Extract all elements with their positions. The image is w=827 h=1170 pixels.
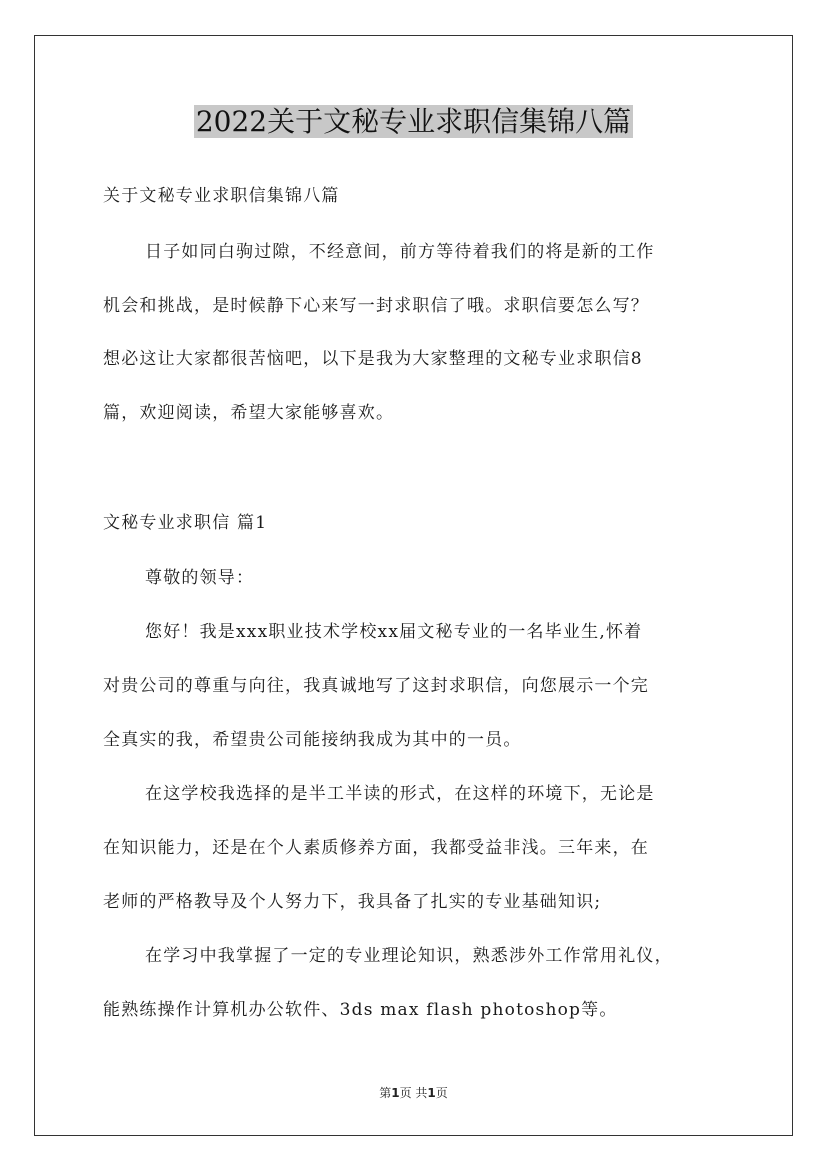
document-title-text: 2022关于文秘专业求职信集锦八篇 (195, 105, 632, 138)
intro-line: 想必这让大家都很苦恼吧，以下是我为大家整理的文秘专业求职信8 (103, 349, 643, 369)
body-line: 对贵公司的尊重与向往，我真诚地写了这封求职信，向您展示一个完 (103, 676, 649, 696)
body-line: 在这学校我选择的是半工半读的形式，在这样的环境下，无论是 (145, 784, 655, 804)
body-line: 在学习中我掌握了一定的专业理论知识，熟悉涉外工作常用礼仪， (145, 946, 673, 966)
footer-page-mid: 页 共 (399, 1086, 428, 1100)
salutation: 尊敬的领导： (145, 568, 255, 588)
body-line: 老师的严格教导及个人努力下，我具备了扎实的专业基础知识; (103, 892, 602, 912)
body-line: 全真实的我，希望贵公司能接纳我成为其中的一员。 (103, 730, 522, 750)
body-line: 能熟练操作计算机办公软件、3ds max flash photoshop等。 (103, 1000, 618, 1020)
footer-page-prefix: 第 (379, 1086, 392, 1100)
page-footer (0, 1084, 827, 1101)
intro-line: 日子如同白驹过隙，不经意间，前方等待着我们的将是新的工作 (145, 242, 655, 262)
intro-line: 篇，欢迎阅读，希望大家能够喜欢。 (103, 403, 395, 423)
section-heading: 文秘专业求职信 篇1 (103, 513, 268, 533)
footer-page-number: 1 (391, 1086, 400, 1100)
document-subtitle: 关于文秘专业求职信集锦八篇 (103, 186, 340, 206)
intro-line: 机会和挑战，是时候静下心来写一封求职信了哦。求职信要怎么写？ (103, 296, 649, 316)
body-line: 您好！我是xxx职业技术学校xx届文秘专业的一名毕业生,怀着 (145, 622, 643, 642)
body-line: 在知识能力，还是在个人素质修养方面，我都受益非浅。三年来，在 (103, 838, 649, 858)
document-title (0, 102, 827, 142)
footer-page-total: 1 (427, 1086, 436, 1100)
footer-page-suffix: 页 (435, 1086, 448, 1100)
